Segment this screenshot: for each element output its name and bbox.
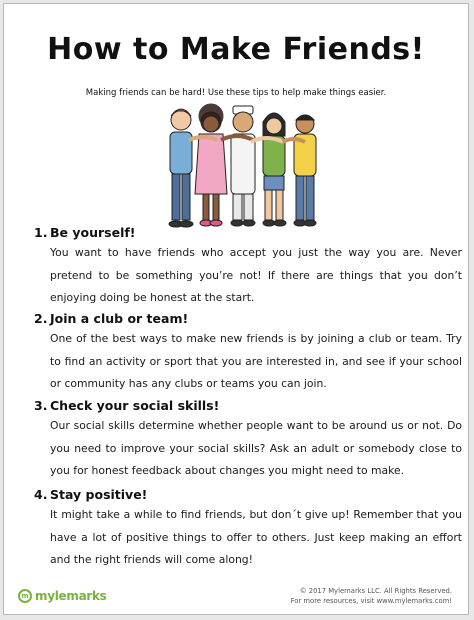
worksheet-page (3, 3, 469, 615)
tip-heading (34, 224, 462, 242)
mylemarks-logo-icon: m (18, 589, 32, 603)
tip-2 (34, 310, 462, 396)
tip-number: 2. (34, 311, 48, 326)
logo-text: mylemarks (35, 589, 107, 603)
tip-body: It might take a while to find friends, but don´t give up! Remember that you have a lot of positive things to offer to others. Just keep making an effort and the right friends will come along! (50, 508, 462, 566)
tip-title: Be yourself! (50, 225, 136, 240)
tip-4 (34, 486, 462, 572)
group-of-friends-illustration (159, 102, 324, 242)
tip-heading (34, 486, 462, 504)
tip-title: Join a club or team! (50, 311, 189, 326)
tip-title: Stay positive! (50, 487, 148, 502)
tip-number: 4. (34, 487, 48, 502)
tip-body: You want to have friends who accept you just the way you are. Never pretend to be something you’re not! If there are things that you don’t enjoying doing be honest at the start. (50, 246, 462, 304)
resources-text: For more resources, visit www.mylemarks.com! (290, 597, 452, 605)
tip-body: One of the best ways to make new friends is by joining a club or team. Try to find an activity or sport that you are interested in, and see if your school or community has any clubs or teams you can join. (50, 332, 462, 390)
tip-body: Our social skills determine whether people want to be around us or not. Do you need to improve your social skills? Ask an adult or somebody close to you for honest feedback about changes you might need to make. (50, 419, 462, 477)
page-title: How to Make Friends! (47, 32, 425, 67)
copyright-text: © 2017 Mylemarks LLC. All Rights Reserved. (299, 587, 452, 595)
tip-title: Check your social skills! (50, 398, 220, 413)
mylemarks-logo (18, 587, 107, 605)
tip-1 (34, 224, 462, 310)
tip-number: 3. (34, 398, 48, 413)
page-subtitle: Making friends can be hard! Use these tips to help make things easier. (85, 88, 387, 98)
tip-heading (34, 397, 462, 415)
footer-credits (291, 586, 452, 606)
tip-number: 1. (34, 225, 48, 240)
tip-3 (34, 397, 462, 483)
tip-heading (34, 310, 462, 328)
